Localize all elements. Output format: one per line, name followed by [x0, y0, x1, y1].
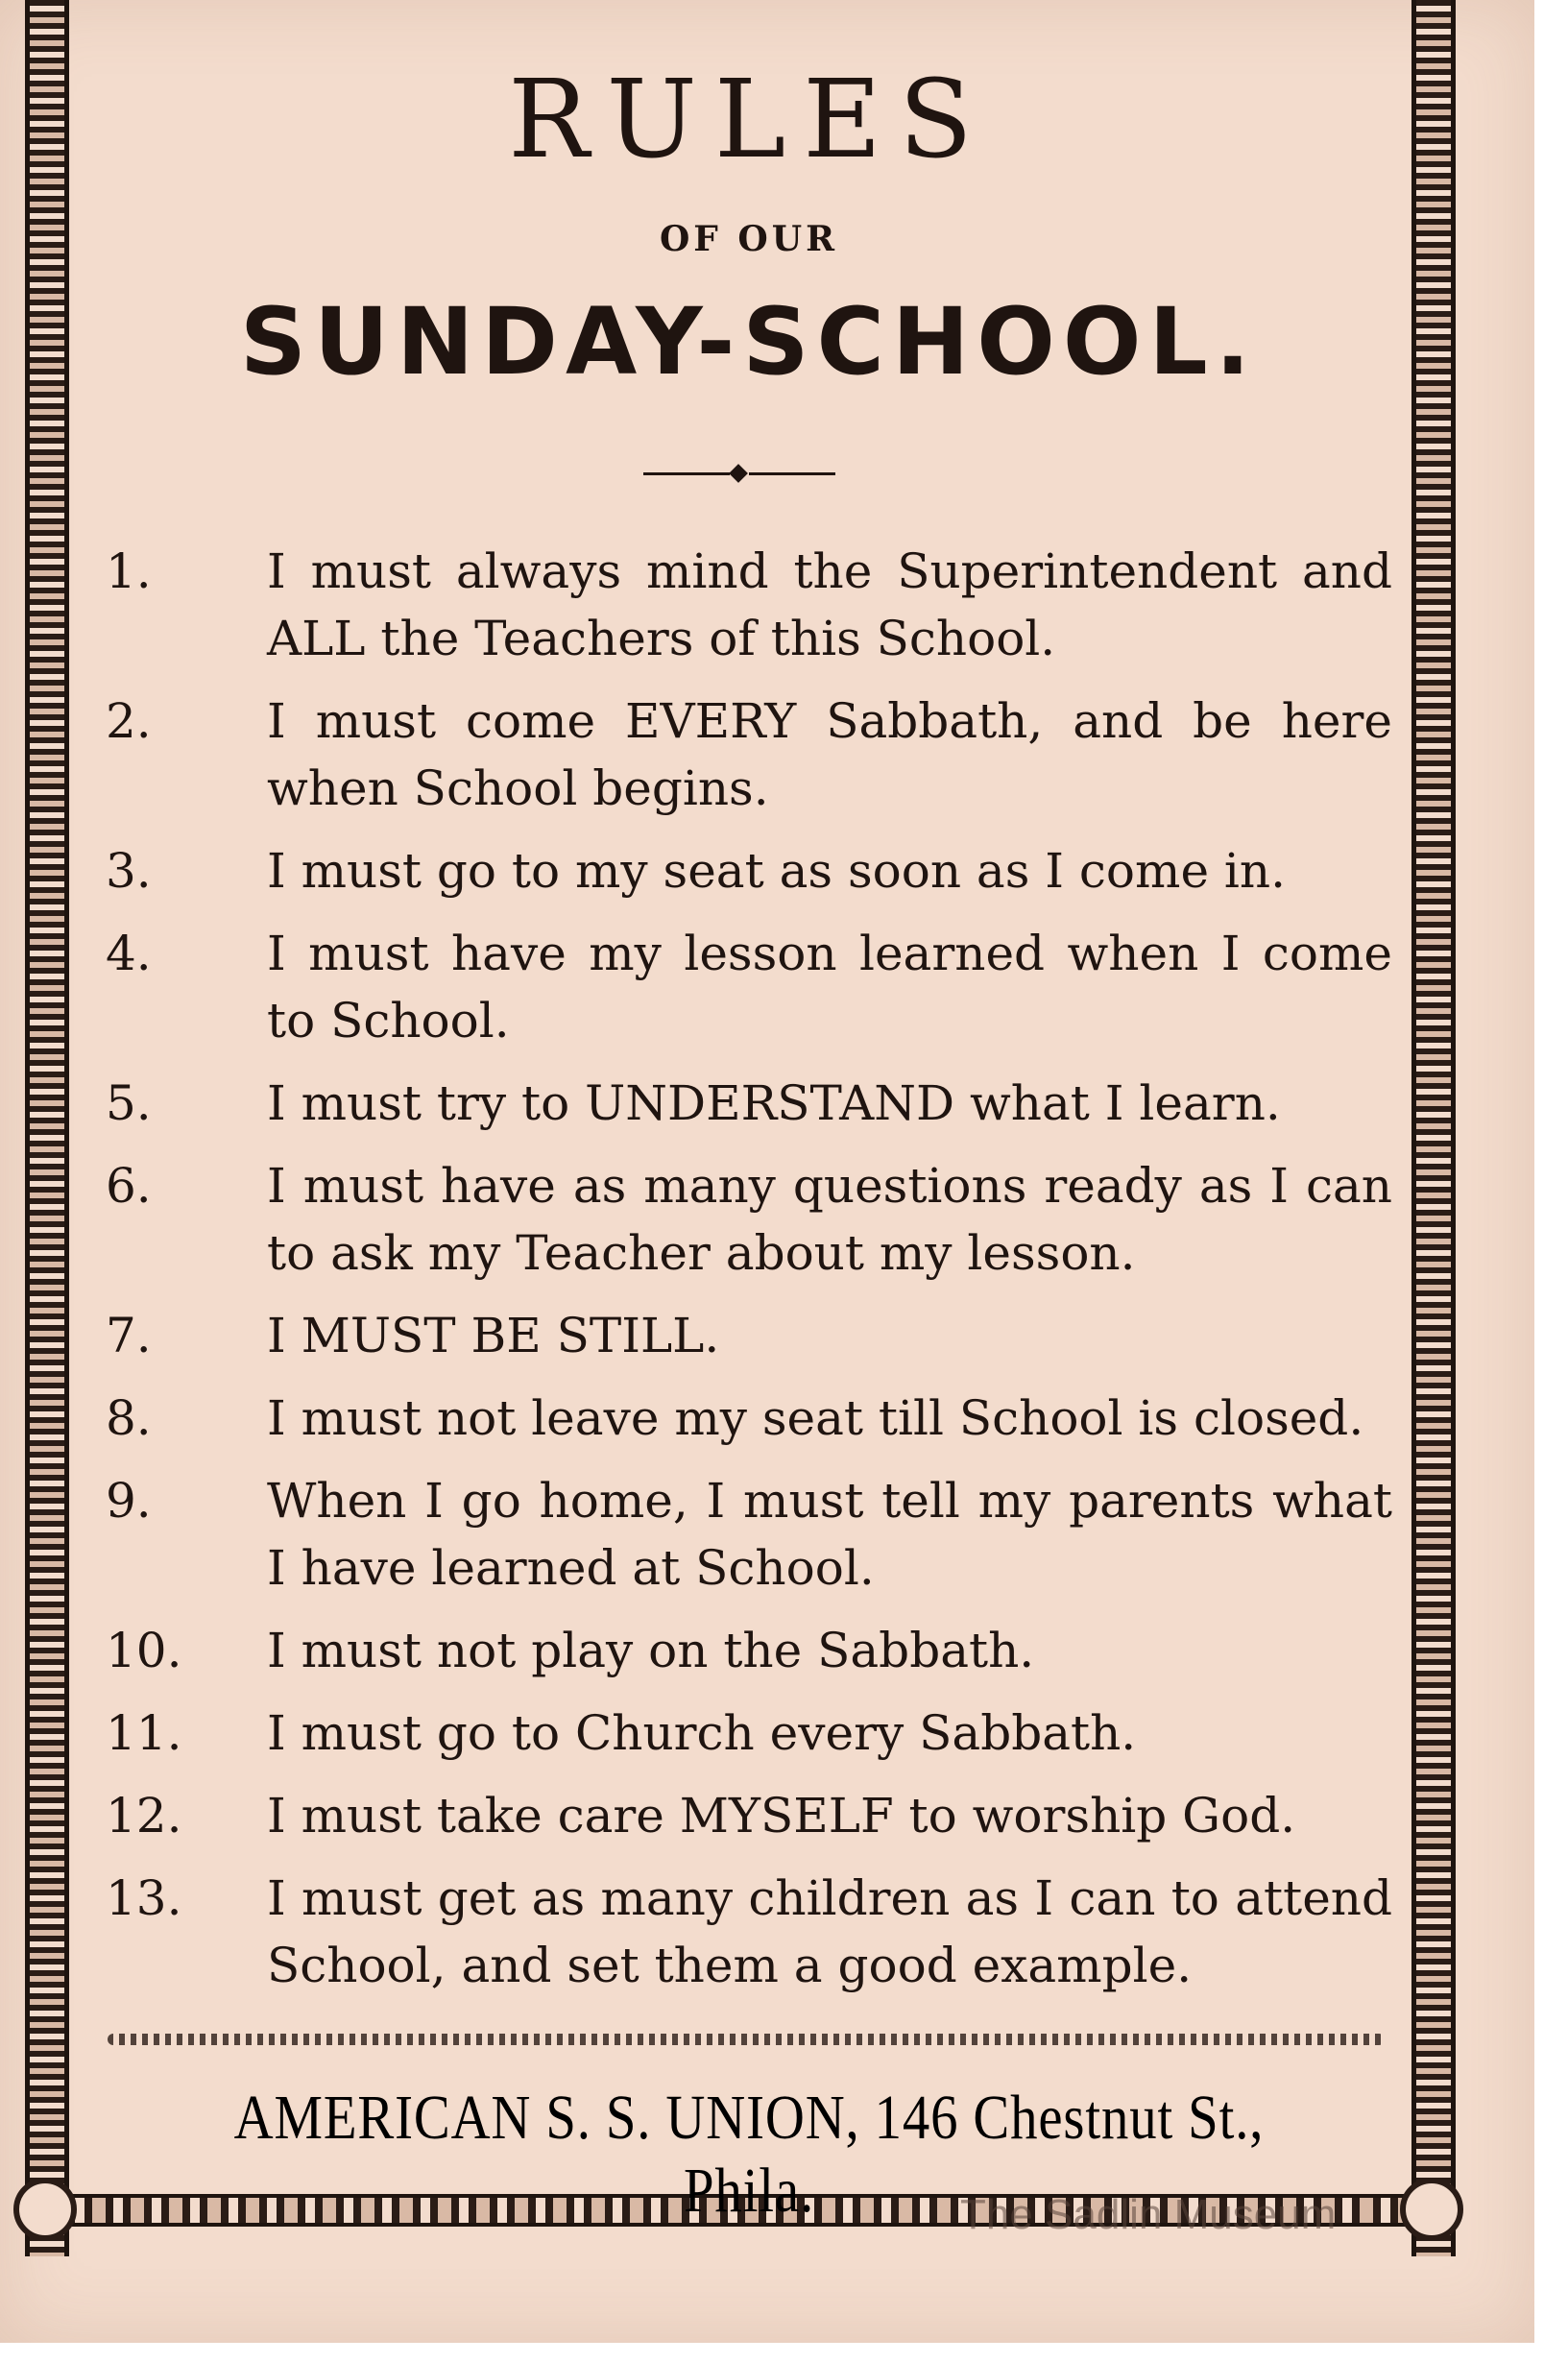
rule-item — [106, 538, 1392, 672]
title-rules: RULES — [508, 58, 990, 182]
rule-number: 11. — [106, 1705, 182, 1761]
rule-text: I must not leave my seat till School is closed. — [267, 1390, 1364, 1446]
rule-text: I must always mind the Superintendent and ALL the Teachers of this School. — [267, 543, 1392, 666]
rule-number: 4. — [106, 926, 152, 981]
rule-item — [106, 1617, 1392, 1684]
rule-number: 8. — [106, 1390, 152, 1446]
rule-item — [106, 1782, 1392, 1849]
rule-number: 13. — [106, 1870, 182, 1926]
rule-text: I must have as many questions ready as I can to ask my Teacher about my lesson. — [267, 1158, 1392, 1281]
rule-item — [106, 1467, 1392, 1602]
rule-number: 7. — [106, 1308, 152, 1363]
wavy-divider — [108, 2034, 1385, 2045]
title-sunday-school: SUNDAY-SCHOOL. — [239, 288, 1259, 396]
rule-item — [106, 1302, 1392, 1369]
rule-item — [106, 1865, 1392, 1999]
rule-text: I must try to UNDERSTAND what I learn. — [267, 1075, 1281, 1131]
rule-item — [106, 837, 1392, 904]
rule-text: When I go home, I must tell my parents what I have learned at School. — [267, 1473, 1392, 1596]
rule-number: 5. — [106, 1075, 152, 1131]
rule-number: 12. — [106, 1788, 182, 1844]
rule-text: I must go to my seat as soon as I come in. — [267, 843, 1287, 899]
rule-item — [106, 687, 1392, 822]
rule-text: I must come EVERY Sabbath, and be here when School begins. — [267, 693, 1392, 816]
rule-text: I MUST BE STILL. — [267, 1308, 720, 1363]
rule-number: 9. — [106, 1473, 152, 1529]
rule-number: 1. — [106, 543, 152, 599]
right-rope-border — [1411, 0, 1456, 2256]
rule-text: I must take care MYSELF to worship God. — [267, 1788, 1296, 1844]
corner-ornament-icon — [13, 2178, 77, 2241]
divider-ornament-icon — [643, 467, 835, 480]
rule-number: 3. — [106, 843, 152, 899]
left-rope-border — [25, 0, 69, 2256]
rule-item — [106, 1070, 1392, 1137]
rule-item — [106, 1699, 1392, 1767]
rule-item — [106, 920, 1392, 1054]
rule-text: I must get as many children as I can to attend School, and set them a good example. — [267, 1870, 1392, 1993]
rule-text: I must go to Church every Sabbath. — [267, 1705, 1137, 1761]
rule-number: 2. — [106, 693, 152, 749]
rule-text: I must have my lesson learned when I come to School. — [267, 926, 1392, 1048]
rule-text: I must not play on the Sabbath. — [267, 1623, 1035, 1678]
corner-ornament-icon — [1400, 2178, 1463, 2241]
publisher-imprint: AMERICAN S. S. UNION, 146 Chestnut St., Phila. — [233, 2083, 1265, 2226]
rules-list — [106, 538, 1392, 2014]
rule-number: 10. — [106, 1623, 182, 1678]
title-of-our: OF OUR — [659, 219, 839, 259]
rule-item — [106, 1152, 1392, 1287]
museum-watermark: The Sadlin Museum — [960, 2191, 1337, 2238]
rule-number: 6. — [106, 1158, 152, 1214]
rule-item — [106, 1385, 1392, 1452]
